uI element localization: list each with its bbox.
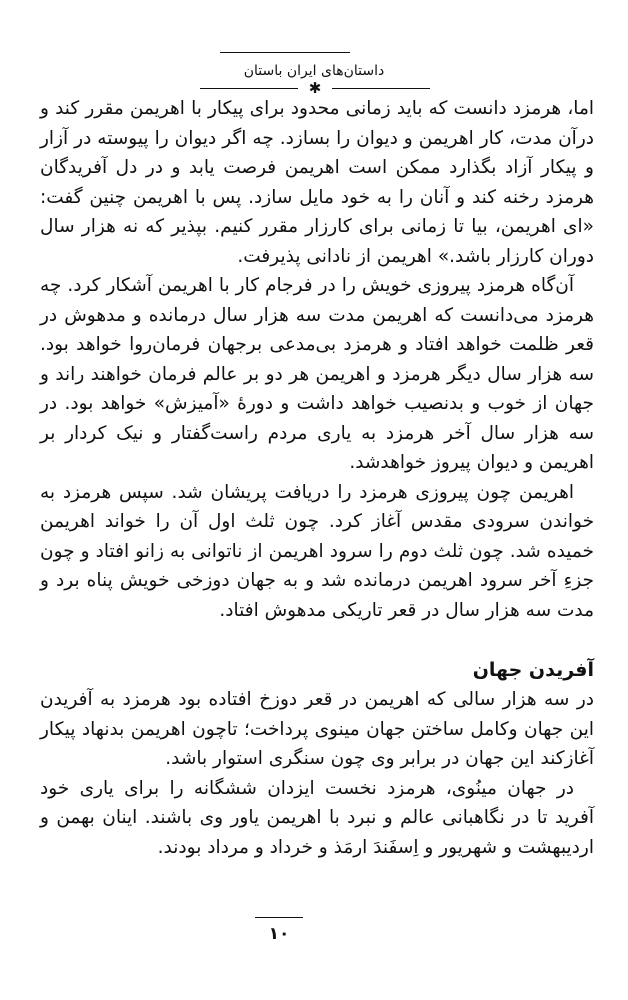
asterisk-ornament-icon: ✱	[308, 79, 322, 97]
section-paragraph-1: در سه هزار سالی که اهریمن در قعر دوزخ افتاده بود هرمزد به آفریدن این جهان وکامل ساختن جهان مینوی پرداخت؛ تاچون اهریمن بدنهاد پیکار آغازکند این جهان در برابر وی چون سنگری استوار باشد.	[40, 689, 594, 769]
paragraph-1: اما، هرمزد دانست که باید زمانی محدود برای پیکار با اهریمن مقرر کند و درآن مدت، کار اهریمن و دیوان را بسازد. چه اگر دیوان را پیوسته در آزار و پیکار آزاد بگذارد ممکن است اهریمن فرصت یابد و در دل آفریدگان هرمزد رخنه کند و آنان را به خود مایل سازد. پس با اهریمن چنین گفت: «ای اهریمن، بیا تا زمانی برای کارزار مقرر کنیم. بپذیر که نه هزار سال دوران کارزار باشد.» اهریمن از نادانی پذیرفت.	[40, 98, 594, 267]
section-paragraph-2: در جهان مینُوی، هرمزد نخست ایزدان ششگانه را برای یاری خود آفرید تا در نگاهبانی عالم و نبرد با اهریمن یاور وی باشند. اینان بهمن و اردیبهشت و شهریور و اِسفَندَ ارمَذ و خرداد و مرداد بودند.	[40, 777, 594, 858]
ornament-rule-right	[332, 88, 430, 89]
header-top-rule	[220, 52, 350, 53]
running-header-title: داستان‌های ایران باستان	[243, 63, 385, 79]
section-heading: آفریدن جهان	[472, 659, 594, 681]
section-spacer	[40, 625, 594, 655]
paragraph-3: اهریمن چون پیروزی هرمزد را دریافت پریشان شد. سپس هرمزد به خواندن سرودی مقدس آغاز کرد. چون ثلث اول آن را خواند اهریمن خمیده شد. چون ثلث دوم را سرود اهریمن از ناتوانی به زانو افتاد و چون جزءِ آخر سرود اهریمن درمانده شد و به جهان دوزخی خویش پناه برد و مدت سه هزار سال در قعر تاریکی مدهوش افتاد.	[40, 481, 594, 621]
body-text	[40, 94, 594, 862]
paragraph-2: آن‌گاه هرمزد پیروزی خویش را در فرجام کار با اهریمن آشکار کرد. چه هرمزد می‌دانست که اهریمن مدت سه هزار سال درمانده و مدهوش در قعر ظلمت خواهد افتاد و هرمزد بی‌مدعی برجهان فرمان‌روا خواهد بود. سه هزار سال دیگر هرمزد و اهریمن هر دو بر عالم فرمان خواهند راند و جهان از خوب و بدنصیب خواهد داشت و دورهٔ «آمیزش» خواهد بود. در سه هزار سال آخر هرمزد به یاری مردم راست‌گفتار و نیک کردار بر اهریمن و دیوان پیروز خواهدشد.	[40, 275, 594, 473]
page-number: ۱۰	[268, 924, 290, 944]
footer-rule	[255, 917, 303, 918]
ornament-rule-left	[200, 88, 298, 89]
